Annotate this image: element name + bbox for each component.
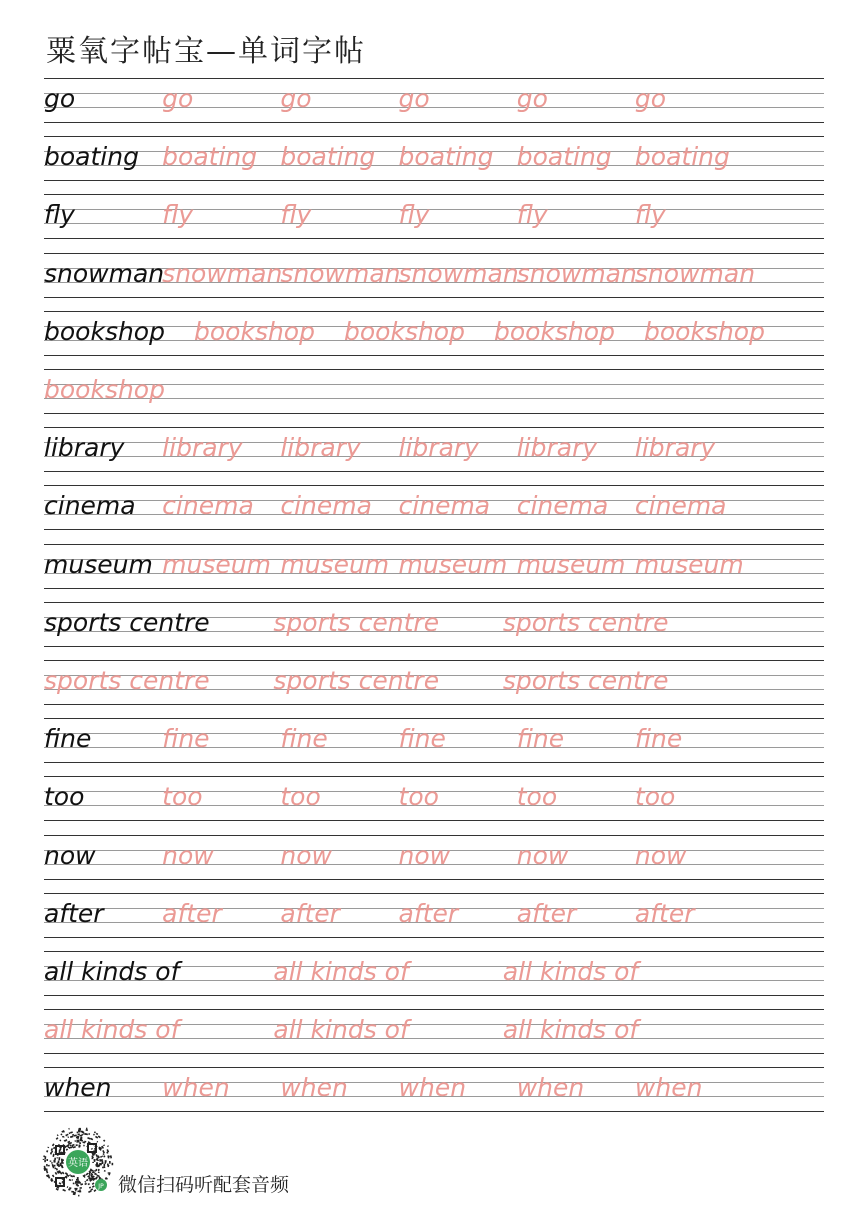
practice-row (0, 544, 868, 602)
example-word: all kinds of (44, 957, 180, 986)
practice-row (0, 194, 868, 252)
guide-line (44, 355, 824, 356)
trace-word: all kinds of (273, 957, 409, 986)
trace-word: sports centre (502, 607, 669, 637)
practice-row (0, 1067, 868, 1125)
guide-line (44, 762, 824, 763)
guide-line (44, 529, 824, 530)
trace-word: fine (398, 724, 446, 754)
example-word: now (44, 840, 96, 870)
example-word: cinema (44, 491, 136, 521)
practice-row (0, 835, 868, 893)
guide-line (44, 107, 824, 108)
guide-line (44, 937, 824, 938)
trace-word: sports centre (273, 666, 440, 695)
guide-line (44, 588, 824, 589)
example-word: library (44, 433, 125, 463)
trace-word: sports centre (273, 607, 440, 637)
guide-line (44, 1111, 824, 1112)
trace-word: fly (162, 200, 194, 230)
trace-word: boating (634, 142, 730, 172)
trace-word: fly (280, 200, 312, 230)
footer (40, 1126, 360, 1206)
qr-code-icon (42, 1126, 114, 1198)
trace-word: fine (162, 724, 210, 754)
trace-word: after (634, 898, 695, 928)
trace-word: when (398, 1073, 467, 1103)
trace-word: boating (280, 142, 376, 172)
trace-word: boating (516, 142, 612, 172)
trace-word: cinema (280, 491, 372, 521)
practice-row (0, 311, 868, 369)
trace-word: boating (162, 142, 258, 172)
guide-line (44, 122, 824, 123)
trace-word: all kinds of (44, 1015, 180, 1045)
example-word: bookshop (44, 316, 165, 346)
trace-word: too (516, 782, 558, 812)
trace-word: snowman (398, 258, 519, 288)
trace-word: fly (516, 200, 548, 230)
practice-row (0, 602, 868, 660)
trace-word: go (634, 84, 667, 113)
trace-word: now (516, 840, 569, 870)
example-word: too (44, 782, 85, 812)
trace-word: snowman (162, 258, 283, 288)
trace-word: bookshop (344, 316, 465, 346)
guide-line (44, 1053, 824, 1054)
trace-word: museum (634, 549, 744, 579)
trace-word: fine (280, 724, 328, 754)
trace-word: now (280, 840, 332, 870)
trace-word: cinema (516, 491, 609, 521)
trace-word: cinema (162, 491, 254, 521)
trace-word: library (162, 433, 243, 463)
trace-word: go (516, 84, 548, 113)
guide-line (44, 194, 824, 195)
example-word: snowman (44, 258, 165, 288)
example-word: go (44, 84, 76, 113)
trace-word: sports centre (502, 666, 669, 695)
practice-row (0, 427, 868, 485)
trace-word: bookshop (194, 316, 315, 346)
trace-word: museum (280, 549, 390, 579)
trace-word: library (280, 433, 361, 463)
trace-word: snowman (516, 258, 637, 288)
guide-line (44, 879, 824, 880)
trace-word: museum (516, 549, 626, 579)
trace-word: go (162, 84, 194, 113)
guide-line (44, 646, 824, 647)
trace-word: library (398, 433, 479, 463)
practice-row (0, 951, 868, 1009)
practice-row (0, 369, 868, 427)
trace-word: all kinds of (502, 957, 639, 986)
trace-word: snowman (634, 258, 756, 288)
guide-line (44, 238, 824, 239)
practice-row (0, 253, 868, 311)
trace-word: library (516, 433, 598, 463)
practice-row (0, 485, 868, 543)
guide-line (44, 471, 824, 472)
trace-word: museum (398, 549, 508, 579)
trace-word: when (162, 1073, 230, 1103)
trace-word: after (398, 898, 459, 928)
guide-line (44, 209, 824, 210)
trace-word: fly (398, 200, 430, 230)
qr-badge-label: 英语 (68, 1158, 88, 1169)
guide-line (44, 93, 824, 94)
guide-line (44, 704, 824, 705)
example-word: sports centre (44, 607, 210, 637)
trace-word: after (162, 898, 222, 928)
guide-line (44, 820, 824, 821)
trace-word: bookshop (494, 316, 615, 346)
example-word: fly (44, 200, 75, 230)
practice-row (0, 1009, 868, 1067)
example-word: after (44, 898, 104, 928)
trace-word: bookshop (44, 375, 165, 404)
example-word: fine (44, 724, 92, 754)
trace-word: museum (162, 549, 271, 579)
trace-word: now (162, 840, 214, 870)
example-word: when (44, 1073, 112, 1103)
practice-row (0, 136, 868, 194)
trace-word: when (634, 1073, 703, 1103)
trace-word: cinema (634, 491, 727, 521)
trace-word: too (162, 782, 203, 812)
practice-row (0, 660, 868, 718)
example-word: boating (44, 142, 139, 172)
guide-line (44, 297, 824, 298)
trace-word: now (398, 840, 451, 870)
example-word: museum (44, 549, 153, 579)
trace-word: fine (634, 724, 683, 754)
practice-row (0, 893, 868, 951)
trace-word: all kinds of (502, 1015, 639, 1045)
trace-word: after (516, 898, 577, 928)
trace-word: sports centre (44, 666, 210, 695)
practice-row (0, 776, 868, 834)
guide-line (44, 223, 824, 224)
trace-word: when (280, 1073, 348, 1103)
trace-word: bookshop (644, 316, 765, 346)
guide-line (44, 180, 824, 181)
trace-word: too (280, 782, 321, 812)
trace-word: fine (516, 724, 565, 754)
qr-instruction: 微信扫码听配套音频 (118, 1174, 290, 1196)
practice-row (0, 78, 868, 136)
practice-row (0, 718, 868, 776)
trace-word: now (634, 840, 687, 870)
trace-word: library (634, 433, 716, 463)
guide-line (44, 78, 824, 79)
trace-word: go (398, 84, 430, 113)
trace-word: go (280, 84, 312, 113)
trace-word: boating (398, 142, 494, 172)
trace-word: cinema (398, 491, 491, 521)
trace-word: too (398, 782, 439, 812)
trace-word: snowman (280, 258, 401, 288)
guide-line (44, 995, 824, 996)
trace-word: when (516, 1073, 585, 1103)
guide-line (44, 413, 824, 414)
trace-word: all kinds of (273, 1015, 409, 1045)
page-title: 粟氧字帖宝—单词字帖 (46, 34, 366, 69)
qr-small-label: JP (98, 1183, 104, 1190)
trace-word: fly (634, 200, 666, 230)
trace-word: after (280, 898, 340, 928)
trace-word: too (634, 782, 676, 812)
